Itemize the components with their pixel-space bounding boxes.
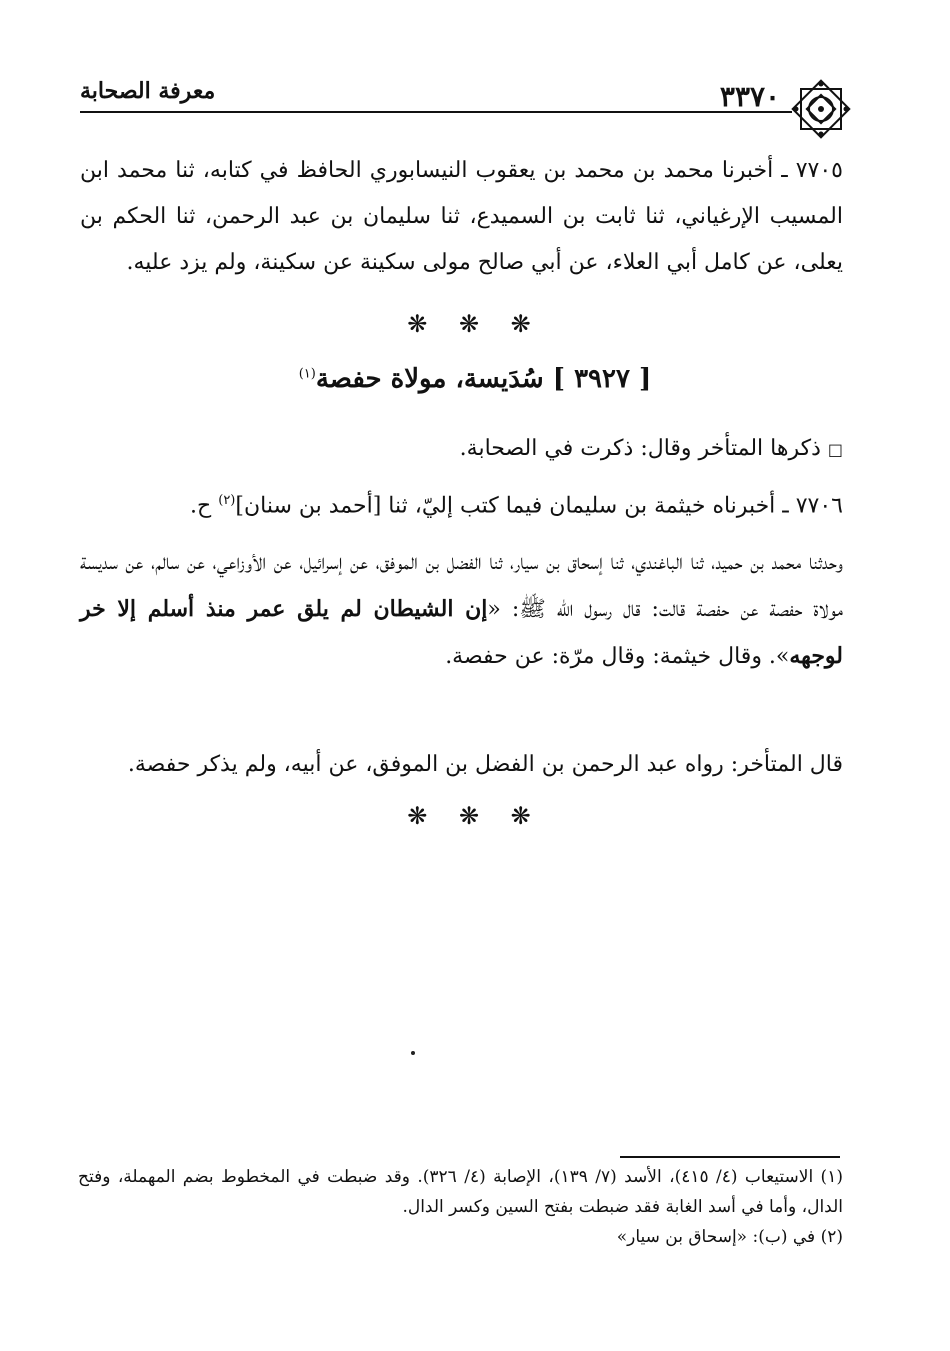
later-said-paragraph: قال المتأخر: رواه عبد الرحمن بن الفضل بن الموفق، عن أبيه، ولم يذكر حفصة. [127, 752, 843, 777]
page-number: ٣٣٧٠ [719, 80, 781, 113]
running-title: معرفة الصحابة [80, 78, 216, 104]
footnote-rule [620, 1156, 840, 1158]
mention-paragraph [80, 426, 843, 473]
footnotes [78, 1162, 843, 1252]
chain-before: وحدثنا محمد بن حميد، ثنا الباغندي، ثنا إسحاق بن سيار، ثنا الفضل بن الموفق، عن إسرائيل، عن الأوزاعي، عن سالم، عن سديسة مولاة حفصة عن حفصة قالت: قال رسول الله ﷺ: « [80, 550, 844, 622]
section-separator: ❋ ❋ ❋ [407, 310, 543, 338]
chain-paragraph [80, 540, 843, 680]
hadith-entry-7705: ٧٧٠٥ ـ أخبرنا محمد بن محمد بن يعقوب النيسابوري الحافظ في كتابه، ثنا محمد ابن المسيب الإرغياني، ثنا ثابت بن السميدع، ثنا سليمان بن عبد الرحمن، ثنا الحكم بن يعلى، عن كامل أبي العلاء، عن أبي صالح مولى سكينة عن سكينة، ولم يزد عليه. [80, 158, 843, 275]
entry-7706-text: ٧٧٠٦ ـ أخبرناه خيثمة بن سليمان فيما كتب إليّ، ثنا [أحمد بن سنان] [235, 493, 843, 519]
hadith-entry-7706 [80, 478, 843, 529]
entry-7706-tail: ح. [190, 493, 219, 519]
chain-after: ». وقال خيثمة: وقال مرّة: عن حفصة. [445, 644, 790, 669]
footnote-1: (١) الاستيعاب (٤/ ٤١٥)، الأسد (٧/ ١٣٩)، الإصابة (٤/ ٣٢٦). وقد ضبطت في المخطوط بضم المهملة، وفتح الدال، وأما في أسد الغابة فقد ضبطت بفتح السين وكسر الدال. [78, 1167, 843, 1217]
square-marker-icon: □ [827, 440, 843, 459]
footnote-2: (٢) في (ب): «إسحاق بن سيار» [616, 1227, 843, 1247]
header-rule [80, 111, 792, 113]
footnote-ref-2: (٢) [218, 493, 236, 508]
octagram-ornament-icon [790, 78, 852, 140]
entry-heading-text: [ ٣٩٢٧ ] سُدَيسة، مولاة حفصة [315, 364, 652, 394]
hadith-text: إن الشيطان لم يلق عمر منذ أسلم إلا خر لوجهه [80, 596, 843, 669]
entry-heading [0, 364, 950, 394]
section-separator-2: ❋ ❋ ❋ [407, 802, 543, 830]
mention-text: ذكرها المتأخر وقال: ذكرت في الصحابة. [459, 436, 821, 461]
footnote-ref-1: (١) [298, 366, 316, 382]
stray-dot [411, 1051, 415, 1055]
